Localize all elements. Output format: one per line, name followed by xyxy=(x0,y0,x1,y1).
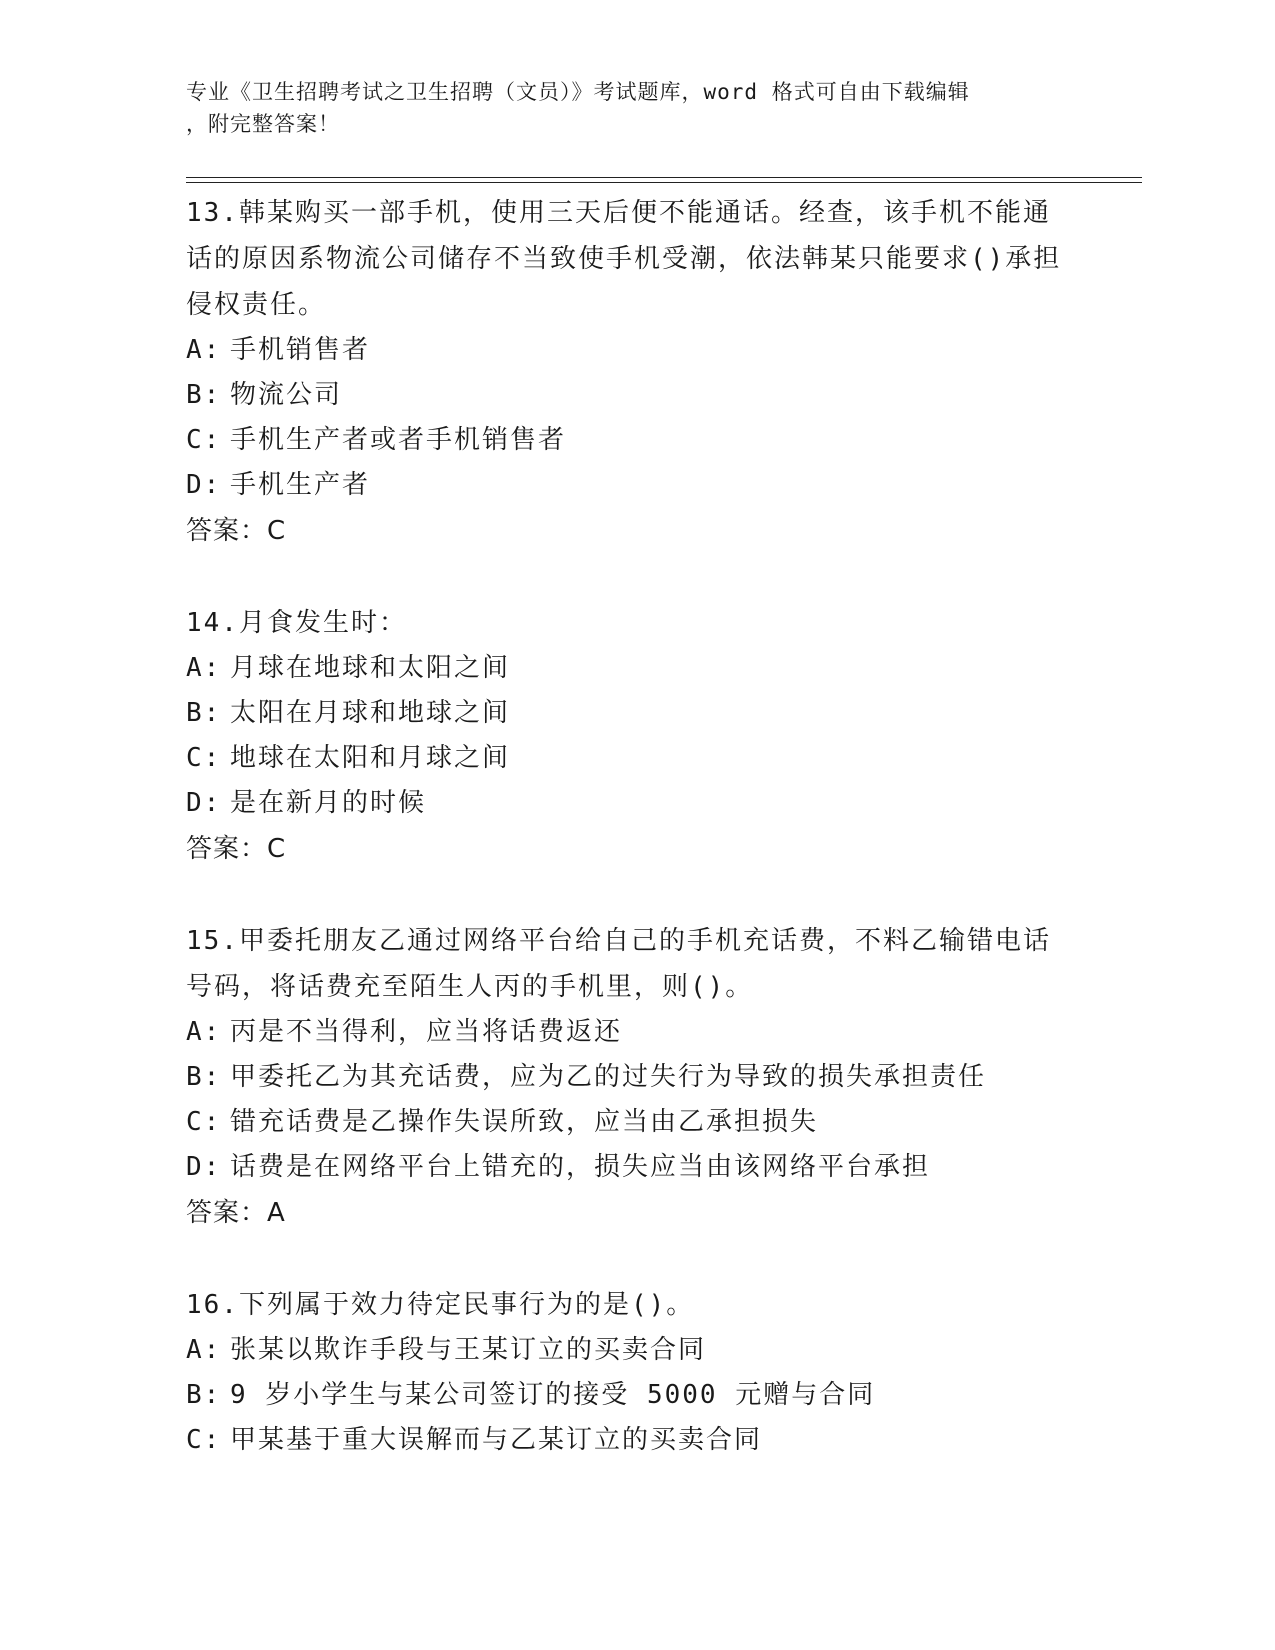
option-a xyxy=(186,1010,1066,1055)
question-stem: 13.韩某购买一部手机，使用三天后便不能通话。经查，该手机不能通话的原因系物流公司储存不当致使手机受潮，依法韩某只能要求()承担侵权责任。 xyxy=(186,198,1062,320)
option-letter: C: xyxy=(186,1425,222,1455)
answer-line: 答案：C xyxy=(186,516,287,546)
option-text: 手机生产者或者手机销售者 xyxy=(230,425,567,455)
option-text: 丙是不当得利，应当将话费返还 xyxy=(230,1017,623,1047)
header-line-2: ，附完整答案！ xyxy=(186,112,340,136)
option-c xyxy=(186,736,1066,781)
option-b xyxy=(186,1373,1066,1418)
option-text: 错充话费是乙操作失误所致，应当由乙承担损失 xyxy=(230,1107,819,1137)
question-16 xyxy=(186,1282,1066,1463)
option-text: 物流公司 xyxy=(230,380,343,410)
question-14 xyxy=(186,600,1066,872)
option-letter: C: xyxy=(186,1107,222,1137)
option-text: 张某以欺诈手段与王某订立的买卖合同 xyxy=(230,1335,707,1365)
option-c xyxy=(186,1100,1066,1145)
option-letter: D: xyxy=(186,1152,222,1182)
option-text: 手机销售者 xyxy=(230,335,371,365)
option-a xyxy=(186,1328,1066,1373)
option-text: 9 岁小学生与某公司签订的接受 5000 元赠与合同 xyxy=(230,1380,876,1410)
option-letter: D: xyxy=(186,470,222,500)
option-a xyxy=(186,646,1066,691)
option-d xyxy=(186,781,1066,826)
option-text: 甲某基于重大误解而与乙某订立的买卖合同 xyxy=(230,1425,763,1455)
question-stem: 16.下列属于效力待定民事行为的是()。 xyxy=(186,1290,695,1320)
header-divider-top xyxy=(186,177,1142,178)
option-b xyxy=(186,1055,1066,1100)
option-letter: B: xyxy=(186,380,222,410)
option-letter: C: xyxy=(186,743,222,773)
option-letter: A: xyxy=(186,1017,222,1047)
question-stem: 14.月食发生时： xyxy=(186,608,407,638)
question-list xyxy=(186,190,1066,1509)
option-letter: B: xyxy=(186,698,222,728)
option-text: 地球在太阳和月球之间 xyxy=(230,743,511,773)
page-header xyxy=(186,76,1066,140)
option-letter: A: xyxy=(186,1335,222,1365)
question-stem: 15.甲委托朋友乙通过网络平台给自己的手机充话费，不料乙输错电话号码，将话费充至陌生人丙的手机里，则()。 xyxy=(186,926,1051,1002)
option-text: 甲委托乙为其充话费，应为乙的过失行为导致的损失承担责任 xyxy=(230,1062,987,1092)
option-c xyxy=(186,418,1066,463)
option-letter: D: xyxy=(186,788,222,818)
option-b xyxy=(186,691,1066,736)
option-d xyxy=(186,1145,1066,1190)
option-letter: B: xyxy=(186,1380,222,1410)
answer-line: 答案：A xyxy=(186,1198,286,1228)
option-text: 手机生产者 xyxy=(230,470,371,500)
option-text: 话费是在网络平台上错充的，损失应当由该网络平台承担 xyxy=(230,1152,931,1182)
option-text: 是在新月的时候 xyxy=(230,788,427,818)
option-b xyxy=(186,373,1066,418)
header-line-1: 专业《卫生招聘考试之卫生招聘（文员）》考试题库，word 格式可自由下载编辑 xyxy=(186,80,970,104)
answer-line: 答案：C xyxy=(186,834,287,864)
option-a xyxy=(186,328,1066,373)
option-letter: A: xyxy=(186,653,222,683)
option-c xyxy=(186,1418,1066,1463)
option-letter: C: xyxy=(186,425,222,455)
option-text: 太阳在月球和地球之间 xyxy=(230,698,511,728)
option-letter: B: xyxy=(186,1062,222,1092)
header-divider-bottom xyxy=(186,182,1142,183)
option-letter: A: xyxy=(186,335,222,365)
option-d xyxy=(186,463,1066,508)
option-text: 月球在地球和太阳之间 xyxy=(230,653,511,683)
question-13 xyxy=(186,190,1066,554)
question-15 xyxy=(186,918,1066,1236)
